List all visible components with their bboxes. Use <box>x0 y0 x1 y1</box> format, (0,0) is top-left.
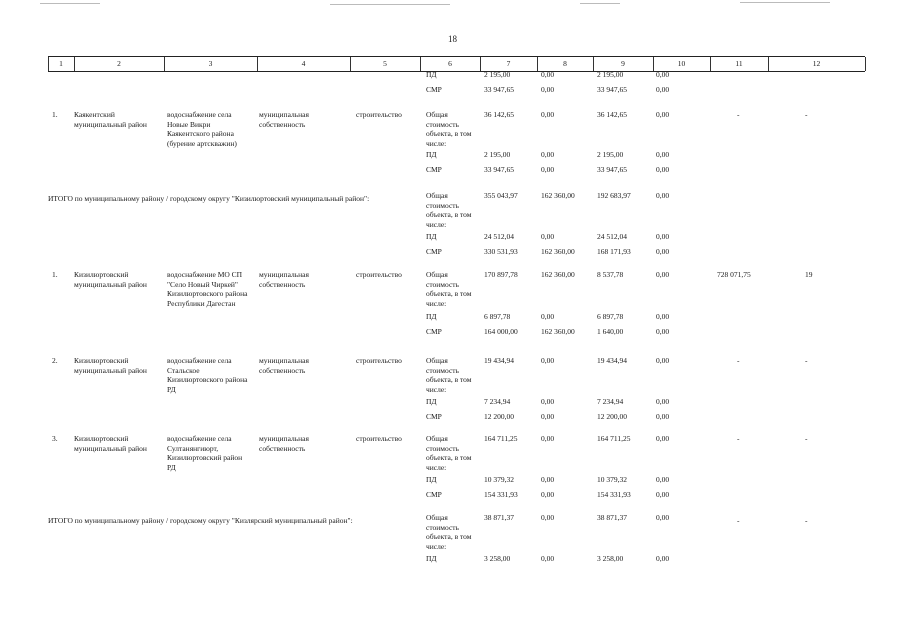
value-c10: 0,00 <box>656 232 670 241</box>
ownership-type: муниципальная собственность <box>259 356 309 375</box>
value-c7: 10 379,32 <box>484 475 514 484</box>
cost-line-label: СМР <box>426 247 442 256</box>
value-c10: 0,00 <box>656 412 670 421</box>
work-type: строительство <box>356 110 402 119</box>
column-header-3: 3 <box>208 59 213 68</box>
value-c10: 0,00 <box>656 397 670 406</box>
column-header-11: 11 <box>735 59 743 68</box>
value-c10: 0,00 <box>656 490 670 499</box>
value-c9: 168 171,93 <box>597 247 631 256</box>
value-c9: 6 897,78 <box>597 312 624 321</box>
column-header-10: 10 <box>677 59 686 68</box>
ownership-type: муниципальная собственность <box>259 434 309 453</box>
value-c10: 0,00 <box>656 247 670 256</box>
value-c7: 164 711,25 <box>484 434 518 443</box>
value-c8: 0,00 <box>541 150 555 159</box>
ownership-type: муниципальная собственность <box>259 110 309 129</box>
column-11-value: - <box>737 110 740 119</box>
value-c8: 0,00 <box>541 356 555 365</box>
value-c8: 0,00 <box>541 513 555 522</box>
cost-line-label: Общая стоимость объекта, в том числе: <box>426 356 472 394</box>
value-c8: 0,00 <box>541 490 555 499</box>
value-c7: 33 947,65 <box>484 85 514 94</box>
value-c9: 154 331,93 <box>597 490 631 499</box>
cost-line-label: Общая стоимость объекта, в том числе: <box>426 270 472 308</box>
value-c8: 0,00 <box>541 397 555 406</box>
header-column-divider <box>865 57 866 71</box>
value-c9: 38 871,37 <box>597 513 627 522</box>
value-c8: 0,00 <box>541 232 555 241</box>
value-c9: 24 512,04 <box>597 232 627 241</box>
page-number: 18 <box>448 34 457 44</box>
total-row-title: ИТОГО по муниципальному району / городскому округу "Кизилюртовский муниципальный район": <box>48 194 370 203</box>
value-c9: 3 258,00 <box>597 554 624 563</box>
row-number: 1. <box>52 270 58 279</box>
value-c7: 3 258,00 <box>484 554 511 563</box>
value-c7: 24 512,04 <box>484 232 514 241</box>
column-header-5: 5 <box>383 59 387 68</box>
value-c7: 6 897,78 <box>484 312 511 321</box>
ownership-type: муниципальная собственность <box>259 270 309 289</box>
value-c7: 154 331,93 <box>484 490 518 499</box>
cost-line-label: СМР <box>426 85 442 94</box>
value-c8: 162 360,00 <box>541 191 575 200</box>
column-11-value: - <box>737 356 740 365</box>
value-c10: 0,00 <box>656 150 670 159</box>
value-c10: 0,00 <box>656 554 670 563</box>
header-top-rule <box>48 56 865 57</box>
column-header-9: 9 <box>621 59 625 68</box>
value-c9: 1 640,00 <box>597 327 624 336</box>
district-name: Кизилюртовский муниципальный район <box>74 434 147 453</box>
work-type: строительство <box>356 434 402 443</box>
column-header-7: 7 <box>506 59 511 68</box>
value-c10: 0,00 <box>656 356 670 365</box>
value-c10: 0,00 <box>656 110 670 119</box>
cost-line-label: СМР <box>426 165 442 174</box>
row-number: 2. <box>52 356 58 365</box>
value-c10: 0,00 <box>656 475 670 484</box>
column-header-4: 4 <box>301 59 306 68</box>
value-c7: 38 871,37 <box>484 513 514 522</box>
cost-line-label: ПД <box>426 397 437 406</box>
cost-line-label: ПД <box>426 150 437 159</box>
column-11-value: 728 071,75 <box>717 270 751 279</box>
district-name: Кизилюртовский муниципальный район <box>74 356 147 375</box>
cost-line-label: СМР <box>426 412 442 421</box>
value-c7: 330 531,93 <box>484 247 518 256</box>
column-12-value: - <box>805 110 808 119</box>
column-12-value: - <box>805 516 808 525</box>
value-c10: 0,00 <box>656 312 670 321</box>
cost-line-label: ПД <box>426 554 437 563</box>
value-c8: 0,00 <box>541 85 555 94</box>
cost-line-label: Общая стоимость объекта, в том числе: <box>426 110 472 148</box>
column-header-12: 12 <box>812 59 821 68</box>
value-c9: 36 142,65 <box>597 110 627 119</box>
value-c9: 2 195,00 <box>597 150 624 159</box>
value-c7: 164 000,00 <box>484 327 518 336</box>
cost-line-label: СМР <box>426 490 442 499</box>
value-c8: 0,00 <box>541 434 555 443</box>
column-header-6: 6 <box>448 59 452 68</box>
value-c9: 19 434,94 <box>597 356 627 365</box>
value-c10: 0,00 <box>656 434 670 443</box>
value-c7: 12 200,00 <box>484 412 514 421</box>
value-c7: 33 947,65 <box>484 165 514 174</box>
value-c7: 7 234,94 <box>484 397 511 406</box>
column-12-value: - <box>805 356 808 365</box>
cost-line-label: ПД <box>426 312 437 321</box>
value-c8: 0,00 <box>541 165 555 174</box>
value-c10: 0,00 <box>656 85 670 94</box>
value-c7: 170 897,78 <box>484 270 518 279</box>
column-11-value: - <box>737 434 740 443</box>
value-c8: 0,00 <box>541 554 555 563</box>
object-name: водоснабжение села Султанянгиюрт, Кизилюртовский район РД <box>167 434 243 472</box>
value-c9: 164 711,25 <box>597 434 631 443</box>
work-type: строительство <box>356 270 402 279</box>
value-c9: 33 947,65 <box>597 165 627 174</box>
work-type: строительство <box>356 356 402 365</box>
cost-line-label: ПД <box>426 70 437 79</box>
total-row-title: ИТОГО по муниципальному району / городскому округу "Кизлярский муниципальный район": <box>48 516 353 525</box>
object-name: водоснабжение МО СП "Село Новый Чиркей" Кизилюртовского района Республики Дагестан <box>167 270 248 308</box>
column-header-8: 8 <box>563 59 567 68</box>
value-c8: 0,00 <box>541 475 555 484</box>
value-c8: 0,00 <box>541 70 555 79</box>
value-c9: 8 537,78 <box>597 270 624 279</box>
value-c10: 0,00 <box>656 70 670 79</box>
value-c8: 162 360,00 <box>541 270 575 279</box>
value-c8: 162 360,00 <box>541 247 575 256</box>
value-c9: 192 683,97 <box>597 191 631 200</box>
cost-line-label: ПД <box>426 232 437 241</box>
value-c10: 0,00 <box>656 513 670 522</box>
value-c8: 0,00 <box>541 312 555 321</box>
row-number: 3. <box>52 434 58 443</box>
cost-line-label: Общая стоимость объекта, в том числе: <box>426 434 472 472</box>
column-header-1: 1 <box>59 59 63 68</box>
value-c9: 7 234,94 <box>597 397 624 406</box>
column-11-value: - <box>737 516 740 525</box>
cost-line-label: Общая стоимость объекта, в том числе: <box>426 513 472 551</box>
row-number: 1. <box>52 110 58 119</box>
object-name: водоснабжение села Новые Викри Каякентского района (бурение артскважин) <box>167 110 237 148</box>
column-header-2: 2 <box>117 59 121 68</box>
value-c8: 0,00 <box>541 412 555 421</box>
value-c9: 12 200,00 <box>597 412 627 421</box>
value-c8: 0,00 <box>541 110 555 119</box>
header-bottom-rule <box>48 71 865 72</box>
cost-line-label: ПД <box>426 475 437 484</box>
value-c7: 19 434,94 <box>484 356 514 365</box>
value-c9: 10 379,32 <box>597 475 627 484</box>
value-c10: 0,00 <box>656 270 670 279</box>
value-c10: 0,00 <box>656 327 670 336</box>
value-c10: 0,00 <box>656 191 670 200</box>
value-c8: 162 360,00 <box>541 327 575 336</box>
district-name: Кизилюртовский муниципальный район <box>74 270 147 289</box>
value-c9: 33 947,65 <box>597 85 627 94</box>
column-12-value: - <box>805 434 808 443</box>
value-c7: 2 195,00 <box>484 70 511 79</box>
value-c7: 36 142,65 <box>484 110 514 119</box>
district-name: Каякентский муниципальный район <box>74 110 147 129</box>
column-12-value: 19 <box>805 270 813 279</box>
value-c9: 2 195,00 <box>597 70 624 79</box>
value-c10: 0,00 <box>656 165 670 174</box>
cost-line-label: СМР <box>426 327 442 336</box>
value-c7: 2 195,00 <box>484 150 511 159</box>
value-c7: 355 043,97 <box>484 191 518 200</box>
cost-line-label: Общая стоимость объекта, в том числе: <box>426 191 472 229</box>
object-name: водоснабжение села Стальское Кизилюртовского района РД <box>167 356 248 394</box>
